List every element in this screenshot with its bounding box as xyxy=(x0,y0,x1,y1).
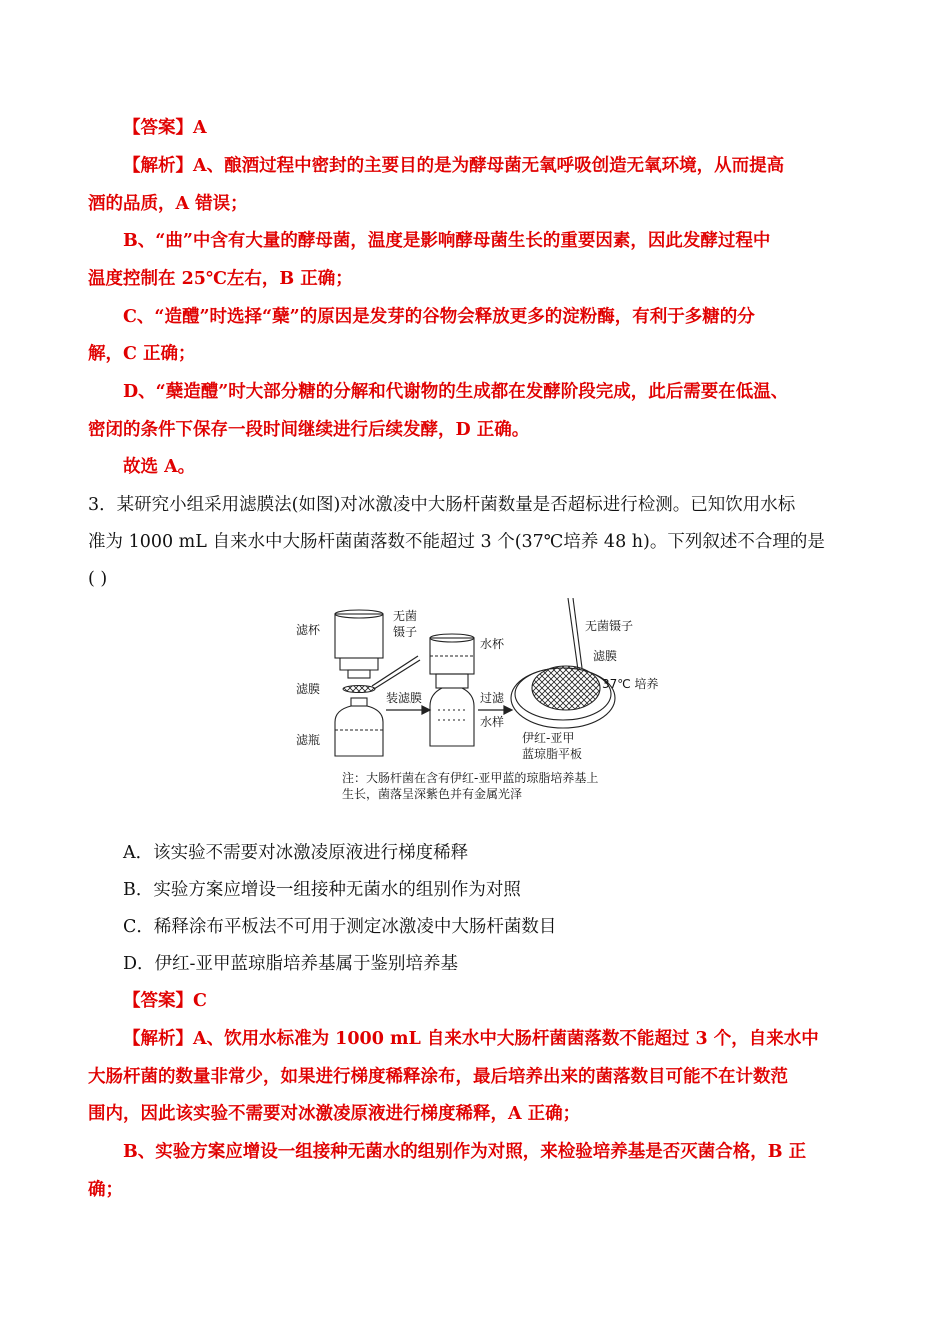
label-cup: 滤杯 xyxy=(296,623,321,637)
label-plate-2: 蓝琼脂平板 xyxy=(522,747,583,761)
text-line: 【答案】C xyxy=(123,991,207,1011)
label-tweezers-right: 无菌镊子 xyxy=(585,619,634,633)
label-membrane: 滤膜 xyxy=(296,682,321,696)
label-incubate: 37℃ 培养 xyxy=(602,677,659,691)
label-load: 装滤膜 xyxy=(386,691,423,705)
text-line: D．伊红-亚甲蓝琼脂培养基属于鉴别培养基 xyxy=(123,954,458,974)
filter-bottle-icon xyxy=(335,698,383,756)
text-line: 故选 A。 xyxy=(123,457,196,477)
label-membrane-right: 滤膜 xyxy=(593,649,618,663)
label-water-cup: 水杯 xyxy=(480,637,505,651)
text-line: 温度控制在 25℃左右，B 正确； xyxy=(88,269,353,289)
text-line: B．实验方案应增设一组接种无菌水的组别作为对照 xyxy=(123,880,521,900)
tweezers-icon xyxy=(372,656,420,689)
figure-note-1: 注：大肠杆菌在含有伊红-亚甲蓝的琼脂培养基上 xyxy=(342,771,599,785)
text-line: 密闭的条件下保存一段时间继续进行后续发酵，D 正确。 xyxy=(88,420,530,440)
figure-note-2: 生长，菌落呈深紫色并有金属光泽 xyxy=(342,787,523,801)
text-line: 【答案】A xyxy=(123,118,207,138)
assembled-filter-icon xyxy=(430,634,474,746)
label-tweezers-1: 无菌 xyxy=(393,609,418,623)
text-line: A．该实验不需要对冰激凌原液进行梯度稀释 xyxy=(123,843,469,863)
text-line: 解，C 正确； xyxy=(88,344,196,364)
text-line: B、实验方案应增设一组接种无菌水的组别作为对照，来检验培养基是否灭菌合格，B 正 xyxy=(123,1142,807,1162)
text-line: 【解析】A、酿酒过程中密封的主要目的是为酵母菌无氧呼吸创造无氧环境，从而提高 xyxy=(123,156,785,176)
filter-membrane-diagram xyxy=(290,598,662,806)
label-filter-2: 水样 xyxy=(480,715,505,729)
label-plate-1: 伊红-亚甲 xyxy=(522,731,575,745)
label-bottle: 滤瓶 xyxy=(296,733,321,747)
membrane-icon xyxy=(343,686,375,693)
text-line: ( ) xyxy=(88,569,108,589)
text-line: 确； xyxy=(88,1180,123,1200)
filter-cup-icon xyxy=(335,610,383,678)
text-line: C、“造醴”时选择“蘖”的原因是发芽的谷物会释放更多的淀粉酶，有利于多糖的分 xyxy=(123,307,755,327)
agar-plate-icon xyxy=(511,598,618,728)
text-line: 准为 1000 mL 自来水中大肠杆菌菌落数不能超过 3 个(37℃培养 48 h)。下列叙述不合理的是 xyxy=(88,532,825,552)
text-line: D、“蘖造醴”时大部分糖的分解和代谢物的生成都在发酵阶段完成，此后需要在低温、 xyxy=(123,382,789,402)
label-tweezers-2: 镊子 xyxy=(393,625,418,639)
label-filter-1: 过滤 xyxy=(480,691,505,705)
text-line: 大肠杆菌的数量非常少，如果进行梯度稀释涂布，最后培养出来的菌落数目可能不在计数范 xyxy=(88,1067,788,1087)
text-line: 围内，因此该实验不需要对冰激凌原液进行梯度稀释，A 正确； xyxy=(88,1104,581,1124)
text-line: 【解析】A、饮用水标准为 1000 mL 自来水中大肠杆菌菌落数不能超过 3 个，自来水中 xyxy=(123,1029,819,1049)
text-line: C．稀释涂布平板法不可用于测定冰激凌中大肠杆菌数目 xyxy=(123,917,557,937)
text-line: B、“曲”中含有大量的酵母菌，温度是影响酵母菌生长的重要因素，因此发酵过程中 xyxy=(123,231,771,251)
text-line: 酒的品质，A 错误； xyxy=(88,194,248,214)
text-line: 3．某研究小组采用滤膜法(如图)对冰激凌中大肠杆菌数量是否超标进行检测。已知饮用水标 xyxy=(88,495,796,515)
